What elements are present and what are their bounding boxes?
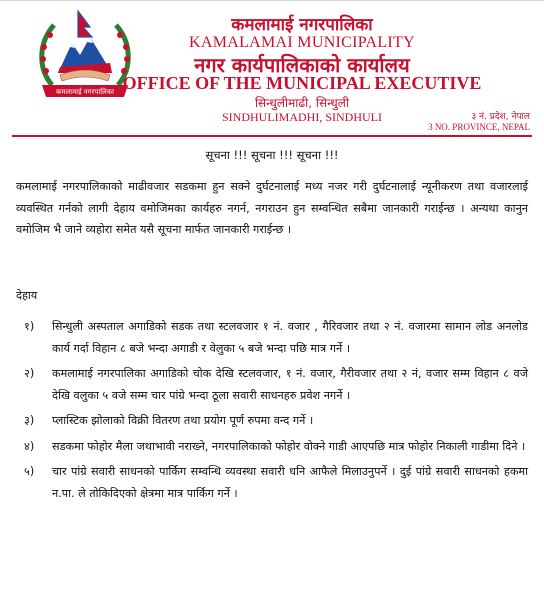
letterhead-english-office: OFFICE OF THE MUNICIPAL EXECUTIVE: [122, 73, 482, 93]
letterhead-english-address: SINDHULIMADHI, SINDHULI: [222, 110, 382, 124]
letterhead-nepali-office: नगर कार्यपालिकाको कार्यालय: [194, 53, 410, 77]
section-label: देहाय: [16, 289, 38, 302]
letterhead-english-province: 3 NO. PROVINCE, NEPAL: [428, 122, 530, 132]
notice-heading: सूचना !!! सूचना !!! सूचना !!!: [205, 148, 339, 162]
letterhead-english-name: KAMALAMAI MUNICIPALITY: [188, 34, 415, 51]
item-number: २): [24, 367, 35, 380]
item-text: चार पांग्रे सवारी साधनको पार्किग सम्वन्धि व्यवस्था सवारी धनि आफैले मिलाउनुपर्ने । दुई पांग्रे सवारी साधनको हकमा न.पा. ले तोकिदिएको क्षेत्रमा मात्र पार्किग गर्ने ।: [52, 465, 528, 500]
item-number: ४): [24, 439, 35, 453]
item-text: सडकमा फोहोर मैला जथाभावी नराख्ने, नगरपालिकाको फोहोर वोक्ने गाडी आएपछि मात्र फोहोर निकाली गाडीमा दिने ।: [52, 439, 526, 453]
emblem-caption: कमलामाई नगरपालिका: [55, 88, 115, 96]
letterhead-nepali-name: कमलामाई नगरपालिका: [231, 15, 373, 35]
list-item: [24, 316, 528, 359]
notice-intro-paragraph: कमलामाई नगरपालिकाको माढीवजार सडकमा हुन सक्ने दुर्घटनालाई मध्य नजर गरी दुर्घटनालाई न्यूनीकरण तथा वजारलाई व्यवस्थित गर्नको लागी देहाय वमोजिमका कार्यहरु नगर्न, नगराउन हुन सम्वन्धित सबैमा जानकारी गराईन्छ । अन्यथा कानुन वमोजिम भै जाने व्यहोरा समेत यसै सूचना मार्फत जानकारी गराईन्छ ।: [16, 180, 528, 236]
letterhead-divider: [12, 135, 532, 137]
letterhead-nepali-address: सिन्धुलीमाढी, सिन्धुली: [254, 96, 350, 110]
item-number: ५): [24, 465, 35, 478]
list-item: [24, 363, 528, 406]
list-item: [24, 461, 528, 504]
item-number: ३): [24, 414, 35, 427]
page-top-border: [0, 0, 544, 1]
item-number: १): [24, 320, 35, 333]
list-item: [24, 436, 528, 458]
item-text: सिन्धुली अस्पताल अगाडिको सडक तथा स्टलवजार १ नं. वजार , गैरिवजार तथा २ नं. वजारमा सामान लोड अनलोड कार्य गर्दा विहान ८ बजे भन्दा अगाडी र वेलुका ५ बजे भन्दा पछि मात्र गर्ने ।: [52, 320, 528, 355]
item-text: कमलामाई नगरपालिका अगाडिको चोक देखि स्टलवजार, १ नं. वजार, गैरीवजार तथा २ नं, वजार सम्म विहान ८ वजे देखि वलुका ५ वजे सम्म चार पांग्रे भन्दा ठूला सवारी साधनहरु प्रवेश नगर्ने ।: [52, 367, 528, 402]
item-text: प्लास्टिक झोलाको विक्री वितरण तथा प्रयोग पूर्ण रुपमा वन्द गर्ने ।: [52, 414, 314, 427]
letterhead-nepali-province: ३ नं. प्रदेश, नेपाल: [471, 112, 530, 122]
list-item: [24, 410, 528, 432]
notice-item-list: [24, 316, 528, 508]
